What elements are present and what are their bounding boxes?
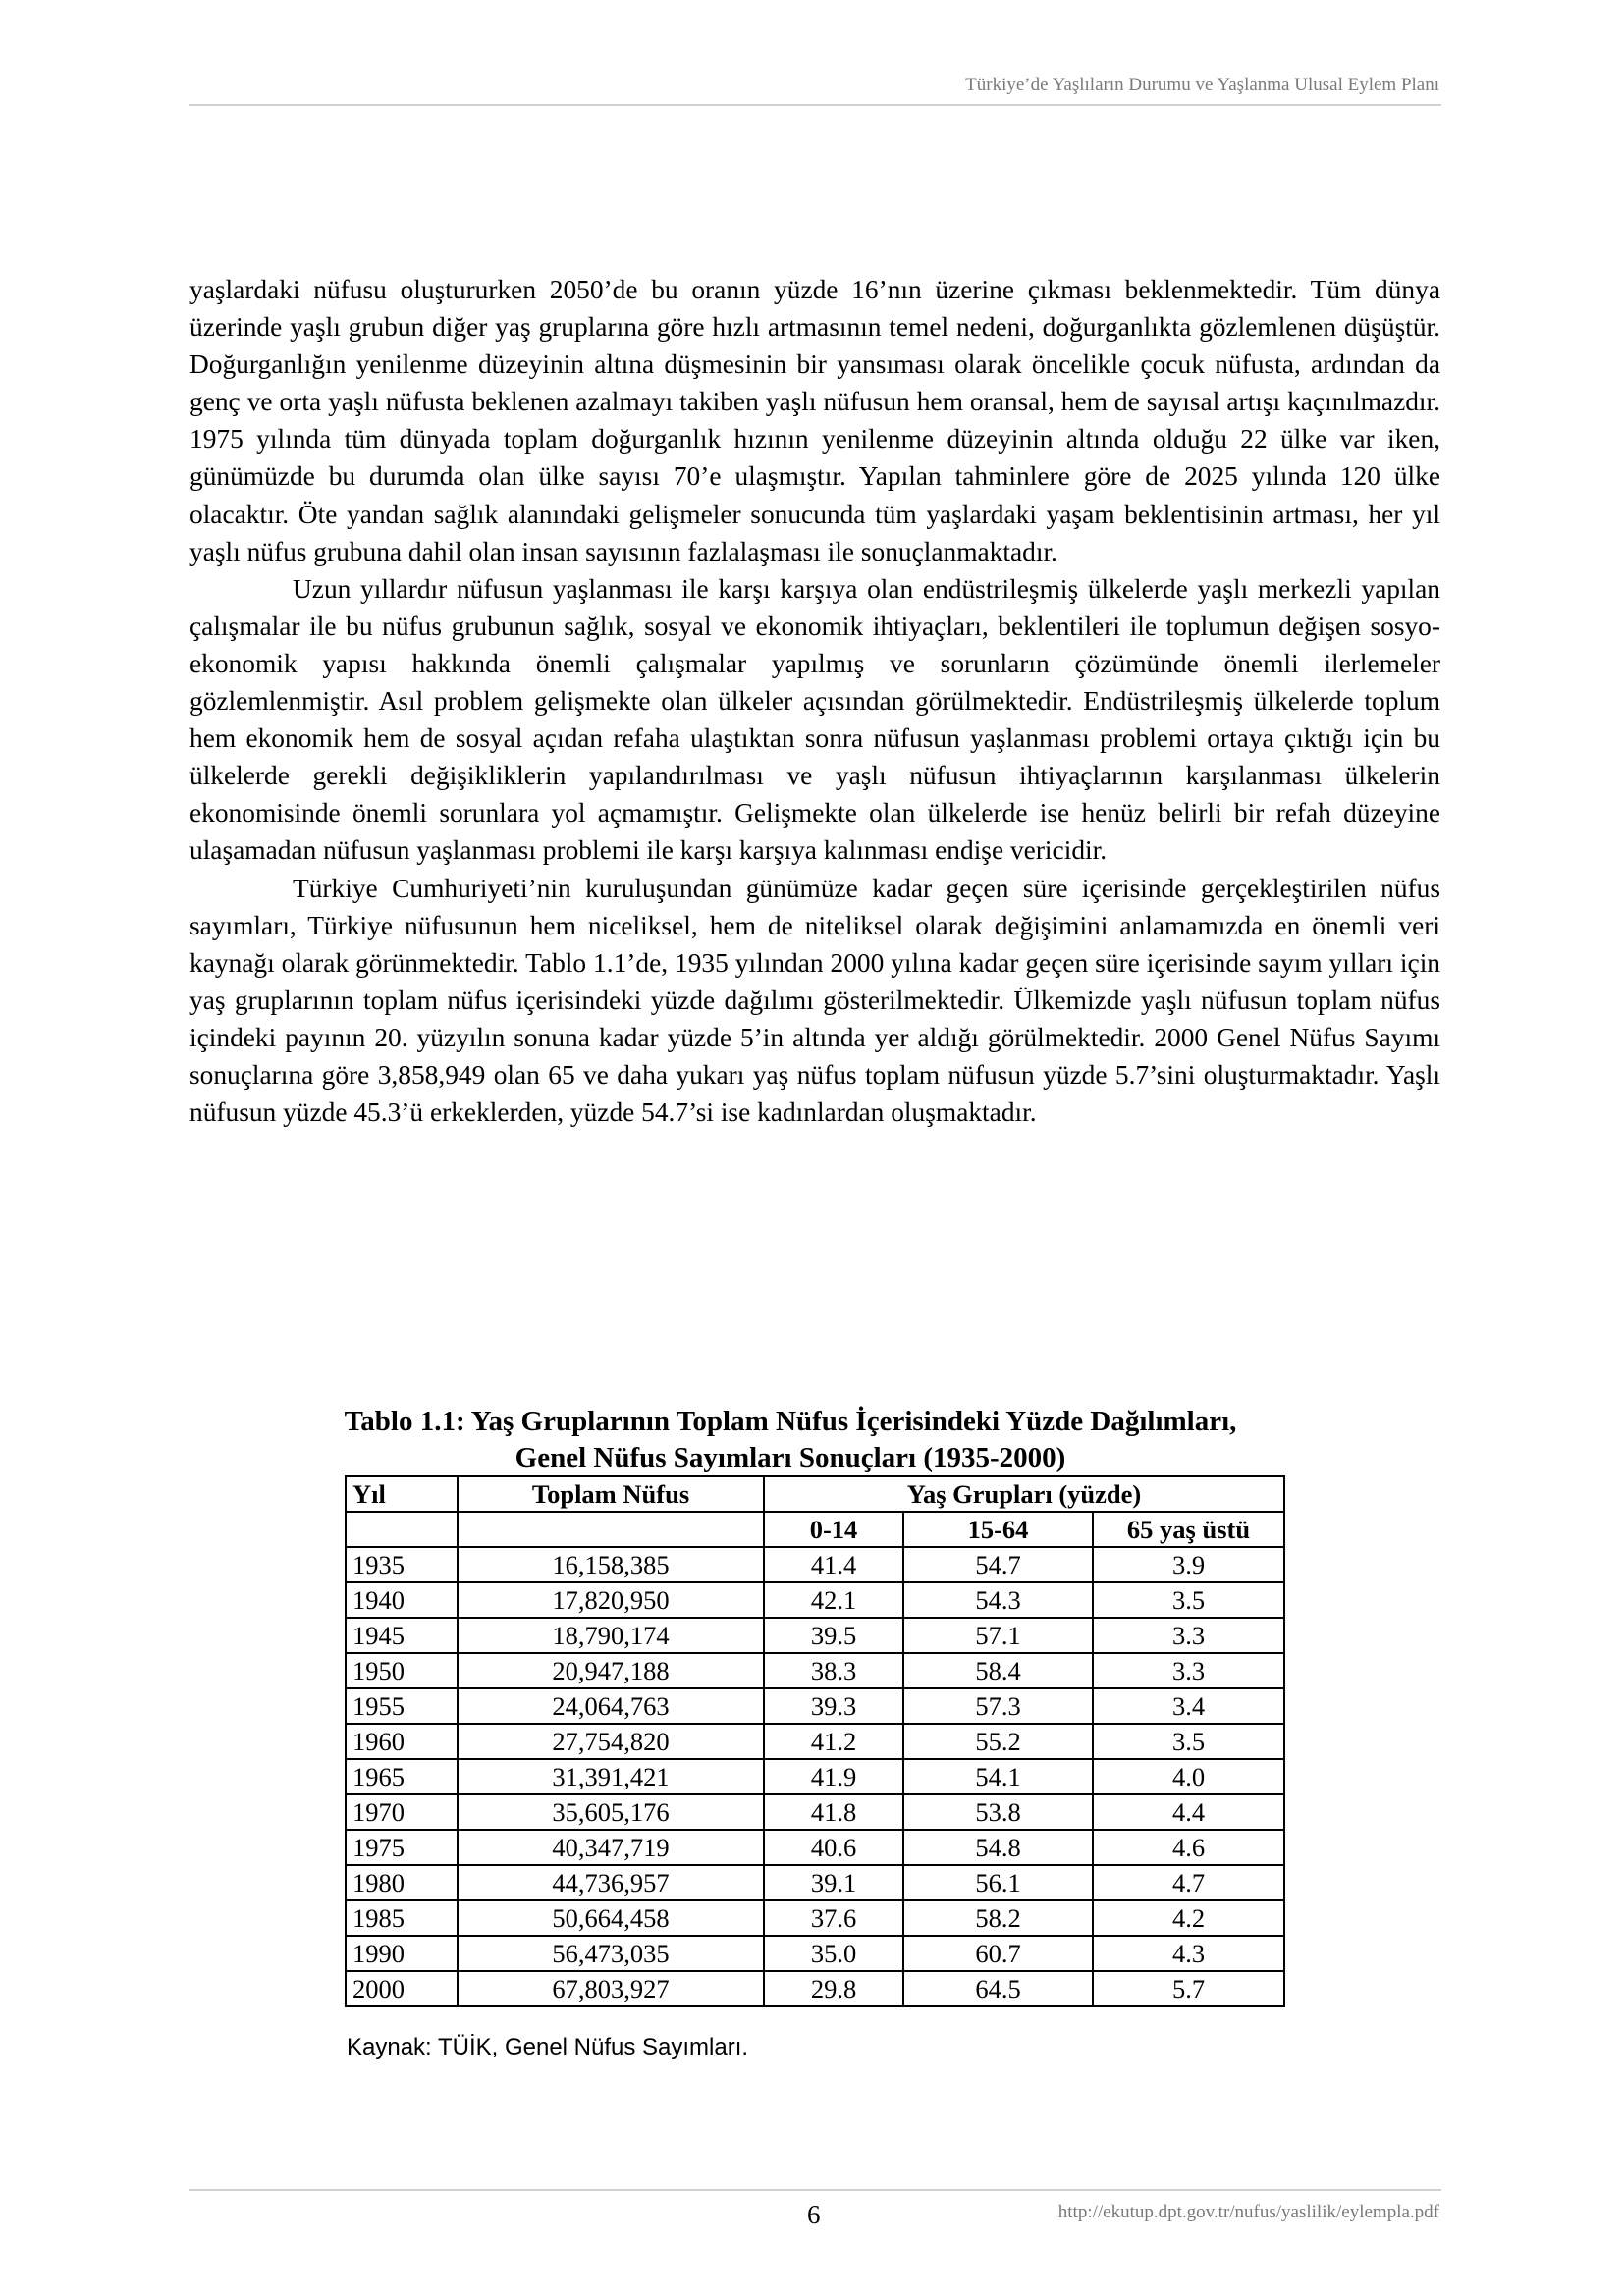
cell-total: 27,754,820: [458, 1724, 764, 1759]
table-header-row: [346, 1476, 1284, 1512]
cell-age-15-64: 64.5: [903, 1971, 1093, 2006]
page-number: 6: [807, 2200, 821, 2229]
cell-year: 2000: [346, 1971, 458, 2006]
cell-total: 20,947,188: [458, 1653, 764, 1688]
table-caption-line-1: Tablo 1.1: Yaş Gruplarının Toplam Nüfus İçerisindeki Yüzde Dağılımları,: [344, 1406, 1237, 1437]
header-year: Yıl: [346, 1476, 458, 1512]
table-row: [346, 1547, 1284, 1582]
cell-age-15-64: 57.3: [903, 1688, 1093, 1724]
cell-age-15-64: 56.1: [903, 1865, 1093, 1900]
cell-total: 24,064,763: [458, 1688, 764, 1724]
cell-age-0-14: 39.5: [764, 1618, 903, 1653]
cell-year: 1980: [346, 1865, 458, 1900]
cell-age-65-plus: 3.5: [1093, 1582, 1284, 1618]
cell-year: 1950: [346, 1653, 458, 1688]
cell-age-0-14: 41.8: [764, 1794, 903, 1830]
cell-year: 1975: [346, 1830, 458, 1865]
table-row: [346, 1724, 1284, 1759]
cell-age-65-plus: 3.3: [1093, 1618, 1284, 1653]
cell-age-0-14: 41.2: [764, 1724, 903, 1759]
cell-age-0-14: 29.8: [764, 1971, 903, 2006]
header-total-population: Toplam Nüfus: [458, 1476, 764, 1512]
cell-age-0-14: 42.1: [764, 1582, 903, 1618]
table-row: [346, 1794, 1284, 1830]
cell-year: 1955: [346, 1688, 458, 1724]
cell-age-0-14: 39.3: [764, 1688, 903, 1724]
cell-age-15-64: 54.3: [903, 1582, 1093, 1618]
table-row: [346, 1865, 1284, 1900]
cell-age-15-64: 60.7: [903, 1936, 1093, 1971]
cell-total: 67,803,927: [458, 1971, 764, 2006]
cell-total: 16,158,385: [458, 1547, 764, 1582]
cell-age-15-64: 54.7: [903, 1547, 1093, 1582]
cell-year: 1965: [346, 1759, 458, 1794]
cell-age-65-plus: 4.4: [1093, 1794, 1284, 1830]
table-row: [346, 1900, 1284, 1936]
source-url: http://ekutup.dpt.gov.tr/nufus/yaslilik/eylempla.pdf: [1057, 2202, 1439, 2222]
document-title: Türkiye’de Yaşlıların Durumu ve Yaşlanma Ulusal Eylem Planı: [965, 75, 1439, 95]
cell-year: 1935: [346, 1547, 458, 1582]
body-text: [189, 271, 1440, 1131]
paragraph: Türkiye Cumhuriyeti’nin kuruluşundan günümüze kadar geçen süre içerisinde gerçekleştirilen nüfus sayımları, Türkiye nüfusunun hem niceliksel, hem de niteliksel olarak değişimini anlamamızda en önemli veri kaynağı olarak görünmektedir. Tablo 1.1’de, 1935 yılından 2000 yılına kadar geçen süre içerisinde sayım yılları için yaş gruplarının toplam nüfus içerisindeki yüzde dağılımı gösterilmektedir. Ülkemizde yaşlı nüfusun toplam nüfus içindeki payının 20. yüzyılın sonuna kadar yüzde 5’in altında yer aldığı görülmektedir. 2000 Genel Nüfus Sayımı sonuçlarına göre 3,858,949 olan 65 ve daha yukarı yaş nüfus toplam nüfusun yüzde 5.7’sini oluşturmaktadır. Yaşlı nüfusun yüzde 45.3’ü erkeklerden, yüzde 54.7’si ise kadınlardan oluşmaktadır.: [189, 873, 1440, 1128]
cell-age-65-plus: 3.5: [1093, 1724, 1284, 1759]
cell-total: 18,790,174: [458, 1618, 764, 1653]
cell-age-15-64: 54.8: [903, 1830, 1093, 1865]
table-caption-line-2: Genel Nüfus Sayımları Sonuçları (1935-2000): [514, 1442, 1066, 1473]
cell-age-65-plus: 4.7: [1093, 1865, 1284, 1900]
cell-age-15-64: 58.4: [903, 1653, 1093, 1688]
cell-total: 40,347,719: [458, 1830, 764, 1865]
cell-age-65-plus: 3.4: [1093, 1688, 1284, 1724]
cell-year: 1970: [346, 1794, 458, 1830]
cell-age-65-plus: 4.3: [1093, 1936, 1284, 1971]
cell-total: 17,820,950: [458, 1582, 764, 1618]
table-caption: [236, 1404, 1345, 1476]
paragraph: yaşlardaki nüfusu oluştururken 2050’de bu oranın yüzde 16’nın üzerine çıkması beklenmektedir. Tüm dünya üzerinde yaşlı grubun diğer yaş gruplarına göre hızlı artmasının temel nedeni, doğurganlıkta gözlemlenen düşüştür. Doğurganlığın yenilenme düzeyinin altına düşmesinin bir yansıması olarak öncelikle çocuk nüfusta, ardından da genç ve orta yaşlı nüfusta beklenen azalmayı takiben yaşlı nüfusun hem oransal, hem de sayısal artışı kaçınılmazdır. 1975 yılında tüm dünyada toplam doğurganlık hızının yenilenme düzeyinin altında olduğu 22 ülke var iken, günümüzde bu durumda olan ülke sayısı 70’e ulaşmıştır. Yapılan tahminlere göre de 2025 yılında 120 ülke olacaktır. Öte yandan sağlık alanındaki gelişmeler sonucunda tüm yaşlardaki yaşam beklentisinin artması, her yıl yaşlı nüfus grubuna dahil olan insan sayısının fazlalaşması ile sonuçlanmaktadır.: [189, 275, 1440, 566]
cell-age-0-14: 38.3: [764, 1653, 903, 1688]
table-source-note: Kaynak: TÜİK, Genel Nüfus Sayımları.: [347, 2034, 749, 2060]
table-row: [346, 1688, 1284, 1724]
cell-year: 1940: [346, 1582, 458, 1618]
footer-divider: [189, 2189, 1441, 2191]
cell-total: 50,664,458: [458, 1900, 764, 1936]
header-age-groups: Yaş Grupları (yüzde): [764, 1476, 1284, 1512]
cell-year: 1960: [346, 1724, 458, 1759]
cell-age-65-plus: 4.0: [1093, 1759, 1284, 1794]
header-divider: [189, 104, 1441, 106]
paragraph: Uzun yıllardır nüfusun yaşlanması ile karşı karşıya olan endüstrileşmiş ülkelerde yaşlı merkezli yapılan çalışmalar ile bu nüfus grubunun sağlık, sosyal ve ekonomik ihtiyaçları, beklentileri ile toplumun değişen sosyo-ekonomik yapısı hakkında önemli çalışmalar yapılmış ve sorunların çözümünde önemli ilerlemeler gözlemlenmiştir. Asıl problem gelişmekte olan ülkeler açısından görülmektedir. Endüstrileşmiş ülkelerde toplum hem ekonomik hem de sosyal açıdan refaha ulaştıktan sonra nüfusun yaşlanması problemi ortaya çıktığı için bu ülkelerde gerekli değişikliklerin yapılandırılması ve yaşlı nüfusun ihtiyaçlarının karşılanması ülkelerin ekonomisinde önemli sorunlara yol açmamıştır. Gelişmekte olan ülkelerde ise henüz belirli bir refah düzeyine ulaşamadan nüfusun yaşlanması problemi ile karşı karşıya kalınması endişe vericidir.: [189, 573, 1440, 866]
header-empty: [346, 1512, 458, 1547]
cell-age-65-plus: 3.9: [1093, 1547, 1284, 1582]
cell-age-0-14: 41.4: [764, 1547, 903, 1582]
table-row: [346, 1582, 1284, 1618]
cell-age-0-14: 35.0: [764, 1936, 903, 1971]
cell-age-0-14: 40.6: [764, 1830, 903, 1865]
cell-age-15-64: 53.8: [903, 1794, 1093, 1830]
cell-age-65-plus: 5.7: [1093, 1971, 1284, 2006]
cell-age-15-64: 54.1: [903, 1759, 1093, 1794]
cell-age-15-64: 55.2: [903, 1724, 1093, 1759]
table-row: [346, 1653, 1284, 1688]
header-age-15-64: 15-64: [903, 1512, 1093, 1547]
table-row: [346, 1971, 1284, 2006]
cell-age-0-14: 39.1: [764, 1865, 903, 1900]
cell-total: 44,736,957: [458, 1865, 764, 1900]
cell-age-65-plus: 4.6: [1093, 1830, 1284, 1865]
cell-age-0-14: 37.6: [764, 1900, 903, 1936]
cell-total: 35,605,176: [458, 1794, 764, 1830]
table-subheader-row: [346, 1512, 1284, 1547]
page-footer: [189, 2189, 1441, 2238]
cell-age-15-64: 57.1: [903, 1618, 1093, 1653]
header-age-65-plus: 65 yaş üstü: [1093, 1512, 1284, 1547]
table-row: [346, 1759, 1284, 1794]
cell-total: 31,391,421: [458, 1759, 764, 1794]
population-table: [345, 1475, 1285, 2007]
header-empty: [458, 1512, 764, 1547]
table-row: [346, 1936, 1284, 1971]
cell-age-65-plus: 4.2: [1093, 1900, 1284, 1936]
cell-age-65-plus: 3.3: [1093, 1653, 1284, 1688]
cell-year: 1990: [346, 1936, 458, 1971]
table-row: [346, 1830, 1284, 1865]
cell-year: 1945: [346, 1618, 458, 1653]
table-row: [346, 1618, 1284, 1653]
cell-age-15-64: 58.2: [903, 1900, 1093, 1936]
cell-total: 56,473,035: [458, 1936, 764, 1971]
cell-age-0-14: 41.9: [764, 1759, 903, 1794]
cell-year: 1985: [346, 1900, 458, 1936]
header-age-0-14: 0-14: [764, 1512, 903, 1547]
